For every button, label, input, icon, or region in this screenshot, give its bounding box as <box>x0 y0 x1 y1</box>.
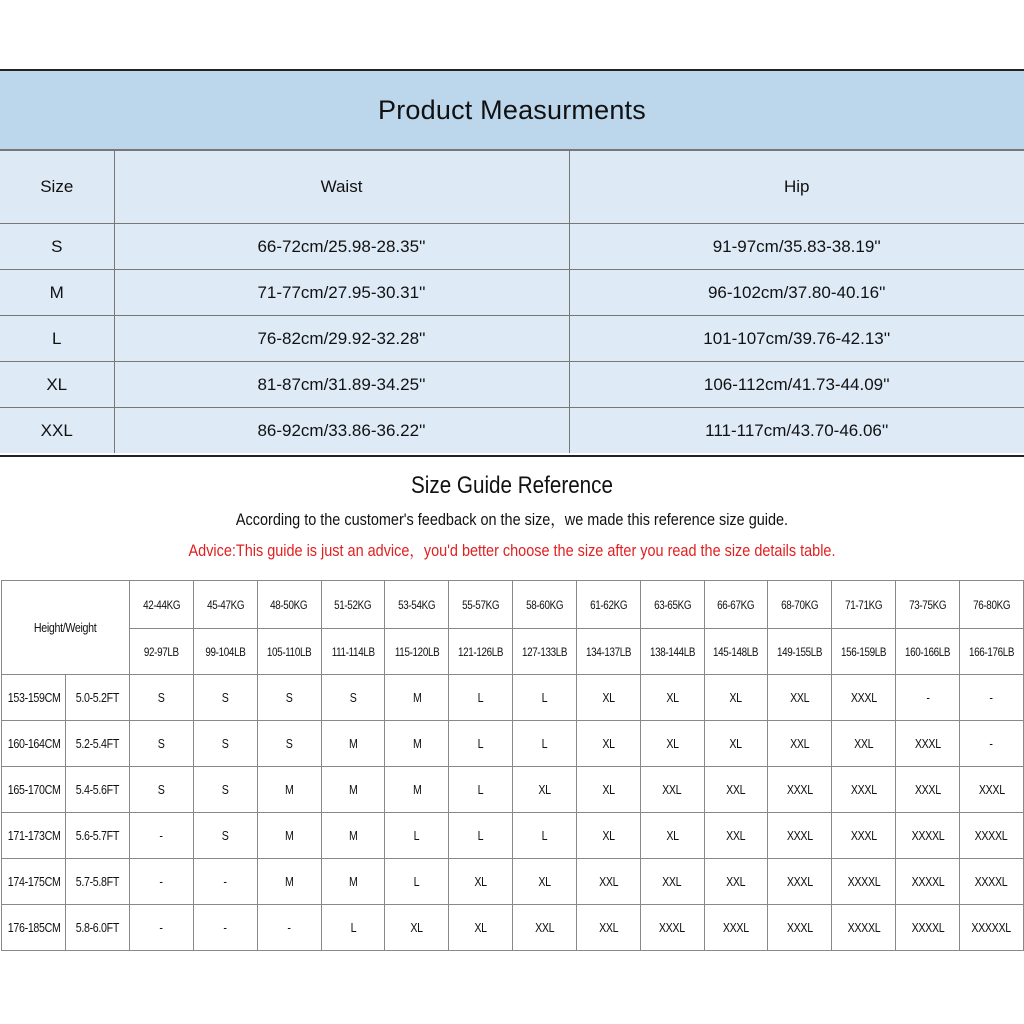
size-recommendation-cell <box>193 767 257 813</box>
weight-kg-cell <box>640 581 704 629</box>
size-recommendation-cell <box>768 905 832 951</box>
weight-lb-cell-text: 111-114LB <box>331 644 375 659</box>
weight-lb-cell-text: 149-155LB <box>777 644 823 659</box>
size-recommendation-cell-text: S <box>158 690 165 705</box>
size-recommendation-cell <box>896 813 960 859</box>
height-ft-cell-text: 5.4-5.6FT <box>75 782 120 797</box>
size-recommendation-cell-text: - <box>223 874 227 889</box>
size-recommendation-cell <box>959 859 1023 905</box>
size-recommendation-cell <box>832 721 896 767</box>
size-recommendation-cell <box>193 675 257 721</box>
size-recommendation-cell-text: XXXXL <box>911 920 944 935</box>
size-recommendation-cell-text: M <box>348 874 358 889</box>
height-cm-cell <box>2 813 66 859</box>
height-row <box>2 905 1024 951</box>
size-recommendation-cell-text: L <box>541 690 548 705</box>
height-row <box>2 813 1024 859</box>
size-recommendation-cell-text: M <box>284 828 294 843</box>
weight-kg-cell <box>193 581 257 629</box>
size-recommendation-cell <box>576 859 640 905</box>
weight-kg-cell <box>832 581 896 629</box>
size-recommendation-cell <box>640 767 704 813</box>
measurement-row <box>0 362 1024 408</box>
height-row <box>2 721 1024 767</box>
height-ft-cell <box>66 675 130 721</box>
weight-kg-cell-text: 76-80KG <box>972 597 1010 612</box>
size-recommendation-cell-text: L <box>477 690 484 705</box>
size-recommendation-cell <box>896 859 960 905</box>
weight-lb-cell-text: 156-159LB <box>841 644 887 659</box>
height-weight-label <box>2 581 130 675</box>
size-recommendation-cell-text: M <box>284 782 294 797</box>
size-recommendation-cell-text: XXXXL <box>847 874 881 889</box>
measurement-row <box>0 224 1024 270</box>
size-recommendation-cell-text: XL <box>602 828 615 843</box>
size-recommendation-cell-text: XXXXL <box>975 874 1008 889</box>
weight-lb-cell <box>959 629 1023 675</box>
weight-kg-cell <box>385 581 449 629</box>
size-cell: S <box>0 224 114 270</box>
size-recommendation-cell-text: M <box>412 736 422 751</box>
size-recommendation-cell <box>449 675 513 721</box>
size-recommendation-cell <box>449 813 513 859</box>
weight-kg-cell-text: 66-67KG <box>717 597 755 612</box>
size-recommendation-cell-text: XXL <box>726 874 746 889</box>
size-recommendation-cell <box>513 813 577 859</box>
size-recommendation-cell-text: XXXL <box>786 874 813 889</box>
size-recommendation-cell-text: XXXL <box>723 920 749 935</box>
height-cm-cell-text: 160-164CM <box>7 736 61 751</box>
weight-lb-cell <box>896 629 960 675</box>
size-recommendation-cell <box>768 813 832 859</box>
size-recommendation-cell-text: - <box>159 920 164 935</box>
size-cell: L <box>0 316 114 362</box>
size-recommendation-cell <box>640 813 704 859</box>
size-recommendation-cell-text: XXXXL <box>911 874 944 889</box>
size-recommendation-cell <box>704 859 768 905</box>
height-row <box>2 767 1024 813</box>
size-recommendation-cell <box>959 813 1023 859</box>
size-recommendation-cell-text: - <box>159 828 164 843</box>
size-header: Size <box>0 151 114 224</box>
measurements-grid <box>0 150 1024 453</box>
size-recommendation-cell-text: S <box>285 736 293 751</box>
size-recommendation-cell <box>768 675 832 721</box>
size-recommendation-cell-text: XXXL <box>786 920 813 935</box>
size-recommendation-cell-text: XXL <box>598 920 618 935</box>
weight-kg-cell-text: 55-57KG <box>462 597 500 612</box>
height-cm-cell-text: 174-175CM <box>7 874 61 889</box>
size-recommendation-cell <box>640 675 704 721</box>
size-recommendation-cell-text: M <box>348 782 358 797</box>
size-recommendation-cell <box>513 767 577 813</box>
height-ft-cell <box>66 813 130 859</box>
size-recommendation-cell-text: S <box>285 690 293 705</box>
size-recommendation-cell <box>385 905 449 951</box>
waist-cell: 71-77cm/27.95-30.31'' <box>114 270 569 316</box>
size-recommendation-cell-text: L <box>477 828 484 843</box>
size-recommendation-cell <box>832 813 896 859</box>
height-cm-cell-text: 171-173CM <box>7 828 61 843</box>
size-recommendation-cell <box>130 813 194 859</box>
size-recommendation-cell <box>257 813 321 859</box>
size-recommendation-cell <box>832 675 896 721</box>
size-recommendation-cell <box>640 721 704 767</box>
weight-lb-cell <box>832 629 896 675</box>
size-recommendation-cell-text: S <box>221 828 229 843</box>
size-recommendation-cell-text: XXXXL <box>911 828 944 843</box>
size-recommendation-cell <box>832 859 896 905</box>
height-cm-cell-text: 165-170CM <box>7 782 61 797</box>
size-recommendation-cell <box>321 859 385 905</box>
height-ft-cell-text: 5.6-5.7FT <box>75 828 120 843</box>
size-recommendation-cell-text: XXXL <box>850 828 877 843</box>
size-recommendation-cell-text: XL <box>538 874 551 889</box>
size-recommendation-cell <box>385 813 449 859</box>
weight-kg-cell-text: 48-50KG <box>270 597 308 612</box>
size-recommendation-cell-text: S <box>349 690 357 705</box>
size-recommendation-cell <box>959 721 1023 767</box>
size-recommendation-cell-text: L <box>541 736 548 751</box>
size-guide-table <box>1 580 1024 951</box>
size-recommendation-cell-text: - <box>925 690 930 705</box>
size-recommendation-cell-text: XXXL <box>978 782 1005 797</box>
size-recommendation-cell <box>959 767 1023 813</box>
waist-cell: 81-87cm/31.89-34.25'' <box>114 362 569 408</box>
weight-lb-cell <box>130 629 194 675</box>
size-recommendation-cell-text: XL <box>410 920 423 935</box>
size-recommendation-cell-text: XL <box>729 690 743 705</box>
size-recommendation-cell-text: XXL <box>790 690 810 705</box>
weight-lb-cell <box>513 629 577 675</box>
waist-cell: 66-72cm/25.98-28.35'' <box>114 224 569 270</box>
weight-lb-cell <box>768 629 832 675</box>
size-recommendation-cell-text: XXL <box>726 782 746 797</box>
size-cell: XL <box>0 362 114 408</box>
weight-kg-cell-text: 45-47KG <box>206 597 244 612</box>
size-recommendation-cell-text: XXXL <box>786 828 813 843</box>
height-cm-cell <box>2 675 66 721</box>
size-recommendation-cell <box>321 813 385 859</box>
size-recommendation-cell-text: XXXXL <box>975 828 1008 843</box>
size-recommendation-cell <box>321 675 385 721</box>
weight-lb-cell <box>193 629 257 675</box>
size-recommendation-cell <box>321 721 385 767</box>
size-recommendation-cell <box>704 905 768 951</box>
size-recommendation-cell <box>385 767 449 813</box>
weight-kg-cell-text: 58-60KG <box>525 597 564 612</box>
size-recommendation-cell <box>193 721 257 767</box>
weight-lb-cell-text: 134-137LB <box>585 644 631 659</box>
size-recommendation-cell-text: S <box>221 736 229 751</box>
size-recommendation-cell-text: XXL <box>534 920 555 935</box>
size-recommendation-cell <box>193 905 257 951</box>
size-recommendation-cell-text: XL <box>474 874 487 889</box>
size-guide-advice: Advice:This guide is just an advice，you'd better choose the size after you read the size details table. <box>188 541 836 560</box>
size-recommendation-cell-text: L <box>477 736 484 751</box>
size-recommendation-cell <box>704 675 768 721</box>
size-recommendation-cell-text: S <box>158 736 165 751</box>
size-recommendation-cell <box>704 813 768 859</box>
hip-cell: 96-102cm/37.80-40.16'' <box>569 270 1024 316</box>
weight-lb-cell <box>449 629 513 675</box>
weight-kg-row <box>2 581 1024 629</box>
size-recommendation-cell-text: L <box>413 874 420 889</box>
height-row <box>2 859 1024 905</box>
size-recommendation-cell <box>768 859 832 905</box>
size-recommendation-cell <box>959 905 1023 951</box>
product-measurements-table <box>0 69 1024 457</box>
size-recommendation-cell <box>193 859 257 905</box>
size-recommendation-cell-text: XL <box>665 736 679 751</box>
weight-kg-cell-text: 61-62KG <box>589 597 627 612</box>
size-recommendation-cell-text: - <box>223 920 227 935</box>
size-recommendation-cell <box>385 859 449 905</box>
size-recommendation-cell-text: L <box>413 828 420 843</box>
size-recommendation-cell-text: S <box>221 782 229 797</box>
weight-lb-cell-text: 166-176LB <box>968 644 1014 659</box>
size-recommendation-cell-text: XXXXXL <box>971 920 1012 935</box>
size-recommendation-cell-text: XL <box>602 690 615 705</box>
height-ft-cell <box>66 721 130 767</box>
size-recommendation-cell-text: XXL <box>662 782 682 797</box>
size-recommendation-cell <box>576 767 640 813</box>
size-recommendation-cell <box>513 675 577 721</box>
size-recommendation-cell <box>193 813 257 859</box>
size-recommendation-cell-text: M <box>412 782 422 797</box>
size-recommendation-cell <box>832 767 896 813</box>
size-recommendation-cell <box>896 905 960 951</box>
size-recommendation-cell <box>640 905 704 951</box>
measurement-row <box>0 270 1024 316</box>
size-recommendation-cell-text: XXL <box>854 736 874 751</box>
size-recommendation-cell <box>576 813 640 859</box>
height-ft-cell-text: 5.2-5.4FT <box>75 736 120 751</box>
size-recommendation-cell <box>130 675 194 721</box>
size-recommendation-cell-text: XXL <box>790 736 810 751</box>
size-recommendation-cell <box>768 767 832 813</box>
size-recommendation-cell-text: - <box>159 874 164 889</box>
size-recommendation-cell <box>896 767 960 813</box>
height-weight-label-text: Height/Weight <box>34 620 97 635</box>
size-recommendation-cell-text: XXL <box>726 828 746 843</box>
size-recommendation-cell <box>576 905 640 951</box>
weight-kg-cell-text: 63-65KG <box>653 597 691 612</box>
size-recommendation-cell <box>130 767 194 813</box>
size-recommendation-cell-text: XXL <box>598 874 618 889</box>
size-recommendation-cell-text: M <box>348 828 358 843</box>
waist-cell: 76-82cm/29.92-32.28'' <box>114 316 569 362</box>
size-recommendation-cell <box>321 767 385 813</box>
size-recommendation-cell <box>130 905 194 951</box>
weight-lb-cell-text: 138-144LB <box>649 644 695 659</box>
size-recommendation-cell-text: XL <box>665 828 679 843</box>
weight-lb-cell <box>257 629 321 675</box>
weight-lb-cell <box>640 629 704 675</box>
height-ft-cell-text: 5.8-6.0FT <box>75 920 120 935</box>
weight-lb-cell-text: 121-126LB <box>458 644 504 659</box>
weight-lb-cell-text: 145-148LB <box>713 644 759 659</box>
height-cm-cell-text: 176-185CM <box>7 920 61 935</box>
size-recommendation-cell <box>896 675 960 721</box>
size-recommendation-cell-text: XL <box>474 920 487 935</box>
height-ft-cell <box>66 767 130 813</box>
height-cm-cell <box>2 859 66 905</box>
size-guide-heading <box>0 466 1024 568</box>
weight-lb-cell-text: 127-133LB <box>521 644 568 659</box>
weight-kg-cell <box>257 581 321 629</box>
size-recommendation-cell <box>704 721 768 767</box>
weight-kg-cell <box>449 581 513 629</box>
size-recommendation-cell <box>257 721 321 767</box>
size-recommendation-cell <box>513 859 577 905</box>
waist-header: Waist <box>114 151 569 224</box>
size-recommendation-cell-text: M <box>412 690 422 705</box>
size-recommendation-cell-text: XXXL <box>850 690 877 705</box>
hip-cell: 111-117cm/43.70-46.06'' <box>569 408 1024 454</box>
hip-cell: 91-97cm/35.83-38.19'' <box>569 224 1024 270</box>
weight-kg-cell-text: 73-75KG <box>908 597 947 612</box>
size-recommendation-cell-text: XL <box>538 782 551 797</box>
weight-lb-cell <box>321 629 385 675</box>
weight-lb-cell-text: 99-104LB <box>205 644 246 659</box>
size-recommendation-cell-text: XL <box>602 782 615 797</box>
size-recommendation-cell-text: XXXL <box>850 782 877 797</box>
size-recommendation-cell <box>130 721 194 767</box>
height-row <box>2 675 1024 721</box>
weight-kg-cell-text: 68-70KG <box>781 597 819 612</box>
size-recommendation-cell-text: XXXL <box>914 782 941 797</box>
size-cell: M <box>0 270 114 316</box>
size-recommendation-cell <box>130 859 194 905</box>
size-recommendation-cell-text: XXXL <box>786 782 813 797</box>
weight-kg-cell-text: 51-52KG <box>334 597 372 612</box>
weight-lb-cell-text: 105-110LB <box>266 644 312 659</box>
weight-lb-row <box>2 629 1024 675</box>
weight-lb-cell <box>385 629 449 675</box>
size-recommendation-cell <box>768 721 832 767</box>
size-recommendation-cell-text: XXXL <box>914 736 941 751</box>
weight-kg-cell-text: 71-71KG <box>845 597 883 612</box>
size-recommendation-cell-text: S <box>221 690 229 705</box>
measurement-row <box>0 408 1024 454</box>
size-recommendation-cell-text: M <box>284 874 294 889</box>
weight-kg-cell <box>130 581 194 629</box>
size-recommendation-cell <box>449 859 513 905</box>
height-cm-cell <box>2 905 66 951</box>
height-cm-cell <box>2 767 66 813</box>
weight-lb-cell-text: 160-166LB <box>904 644 951 659</box>
height-cm-cell <box>2 721 66 767</box>
weight-lb-cell <box>704 629 768 675</box>
size-recommendation-cell <box>449 905 513 951</box>
weight-kg-cell <box>321 581 385 629</box>
weight-kg-cell <box>704 581 768 629</box>
hip-cell: 101-107cm/39.76-42.13'' <box>569 316 1024 362</box>
weight-kg-cell-text: 53-54KG <box>398 597 436 612</box>
size-recommendation-cell-text: XL <box>665 690 679 705</box>
size-recommendation-cell <box>513 905 577 951</box>
size-recommendation-cell-text: XXL <box>662 874 682 889</box>
height-ft-cell <box>66 859 130 905</box>
size-guide-subtitle: According to the customer's feedback on the size，we made this reference size guide. <box>235 510 789 529</box>
size-recommendation-cell <box>257 767 321 813</box>
measurements-title: Product Measurments <box>0 71 1024 150</box>
measurement-row <box>0 316 1024 362</box>
size-recommendation-cell <box>640 859 704 905</box>
weight-lb-cell-text: 92-97LB <box>143 644 179 659</box>
size-recommendation-cell <box>321 905 385 951</box>
size-recommendation-cell <box>576 721 640 767</box>
size-recommendation-cell-text: XXXXL <box>847 920 881 935</box>
size-recommendation-cell-text: XL <box>602 736 615 751</box>
size-recommendation-cell <box>385 721 449 767</box>
size-recommendation-cell <box>257 675 321 721</box>
size-guide-title: Size Guide Reference <box>411 472 613 499</box>
size-recommendation-cell-text: XXXL <box>659 920 686 935</box>
weight-kg-cell <box>959 581 1023 629</box>
size-recommendation-cell <box>704 767 768 813</box>
size-recommendation-cell-text: S <box>158 782 165 797</box>
hip-header: Hip <box>569 151 1024 224</box>
size-recommendation-cell <box>513 721 577 767</box>
measurements-header-row <box>0 151 1024 224</box>
weight-lb-cell <box>576 629 640 675</box>
size-cell: XXL <box>0 408 114 454</box>
size-recommendation-cell-text: L <box>477 782 484 797</box>
hip-cell: 106-112cm/41.73-44.09'' <box>569 362 1024 408</box>
height-ft-cell-text: 5.0-5.2FT <box>75 690 120 705</box>
size-recommendation-cell-text: - <box>989 690 994 705</box>
weight-kg-cell <box>768 581 832 629</box>
size-recommendation-cell <box>959 675 1023 721</box>
size-recommendation-cell <box>896 721 960 767</box>
size-recommendation-cell-text: M <box>348 736 358 751</box>
size-recommendation-cell <box>257 859 321 905</box>
size-recommendation-cell <box>576 675 640 721</box>
waist-cell: 86-92cm/33.86-36.22'' <box>114 408 569 454</box>
size-recommendation-cell <box>449 767 513 813</box>
size-recommendation-cell-text: XL <box>729 736 743 751</box>
size-recommendation-cell-text: - <box>287 920 291 935</box>
size-recommendation-cell-text: - <box>989 736 994 751</box>
size-recommendation-cell <box>832 905 896 951</box>
weight-kg-cell-text: 42-44KG <box>142 597 180 612</box>
size-recommendation-cell-text: L <box>350 920 356 935</box>
height-cm-cell-text: 153-159CM <box>7 690 61 705</box>
weight-lb-cell-text: 115-120LB <box>394 644 440 659</box>
height-ft-cell-text: 5.7-5.8FT <box>75 874 120 889</box>
weight-kg-cell <box>896 581 960 629</box>
size-recommendation-cell-text: L <box>541 828 548 843</box>
weight-kg-cell <box>576 581 640 629</box>
size-recommendation-cell <box>385 675 449 721</box>
size-recommendation-cell <box>257 905 321 951</box>
size-recommendation-cell <box>449 721 513 767</box>
height-ft-cell <box>66 905 130 951</box>
weight-kg-cell <box>513 581 577 629</box>
